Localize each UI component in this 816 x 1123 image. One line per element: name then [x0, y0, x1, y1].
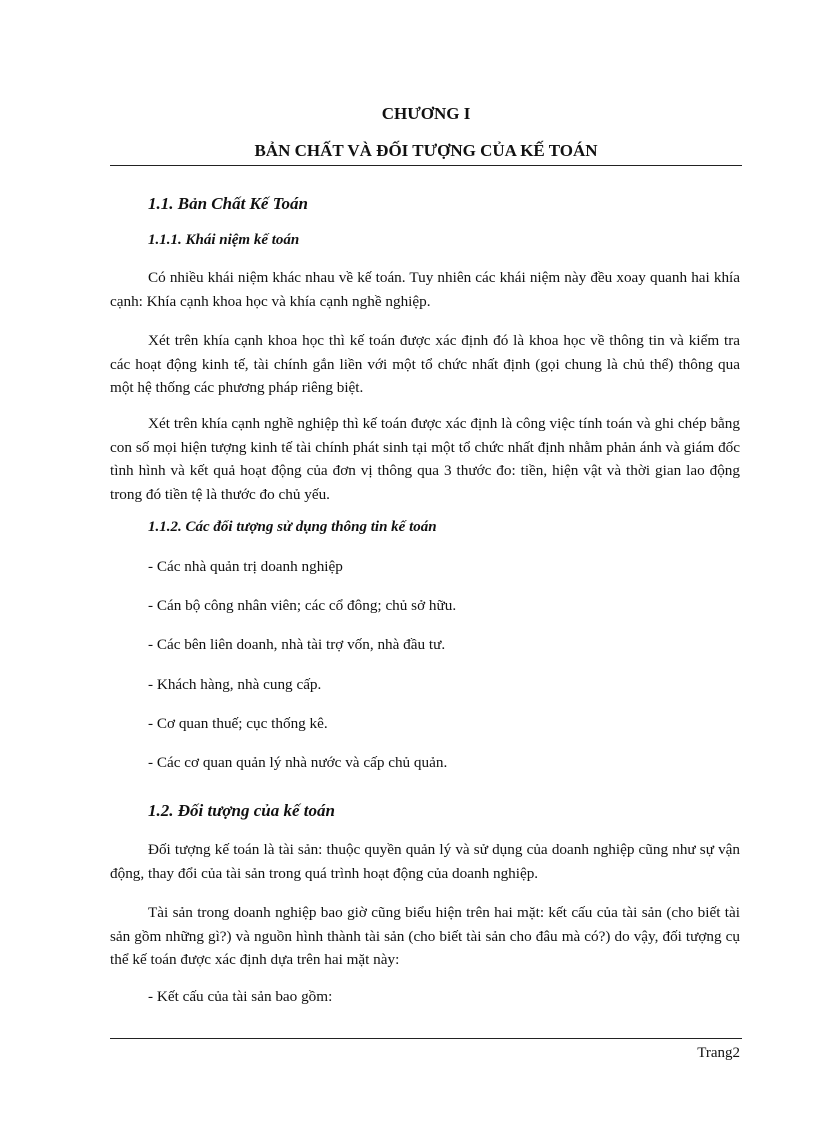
list-item: - Các bên liên doanh, nhà tài trợ vốn, nhà đầu tư. [148, 636, 446, 653]
page-number: Trang2 [697, 1045, 740, 1061]
section-heading-1-2: 1.2. Đối tượng của kế toán [148, 801, 335, 820]
list-item: - Các cơ quan quản lý nhà nước và cấp chủ quản. [148, 754, 448, 771]
subsection-heading-1-1-2: 1.1.2. Các đối tượng sử dụng thông tin kế toán [148, 519, 437, 535]
section-heading-1-1: 1.1. Bản Chất Kế Toán [148, 194, 308, 213]
list-item: - Cơ quan thuế; cục thống kê. [148, 715, 328, 732]
list-item: - Cán bộ công nhân viên; các cổ đông; chủ sở hữu. [148, 597, 457, 614]
chapter-title: BẢN CHẤT VÀ ĐỐI TƯỢNG CỦA KẾ TOÁN [254, 141, 598, 160]
paragraph: Đối tượng kế toán là tài sản: thuộc quyền quản lý và sử dụng của doanh nghiệp cũng như sự vận động, thay đổi của tài sản trong quá trình hoạt động của doanh nghiệp. [110, 841, 740, 882]
paragraph: Tài sản trong doanh nghiệp bao giờ cũng biểu hiện trên hai mặt: kết cấu của tài sản (cho biết tài sản gồm những gì?) và nguồn hình thành tài sản (cho biết tài sản cho đâu mà có?) do vậy, đối tượng cụ thể kế toán được xác định dựa trên hai mặt này: [110, 904, 740, 968]
list-item: - Kết cấu của tài sản bao gồm: [148, 988, 333, 1005]
list-item: - Các nhà quản trị doanh nghiệp [148, 558, 343, 575]
paragraph: Có nhiều khái niệm khác nhau về kế toán. Tuy nhiên các khái niệm này đều xoay quanh hai khía cạnh: Khía cạnh khoa học và khía cạnh nghề nghiệp. [110, 269, 740, 310]
paragraph: Xét trên khía cạnh nghề nghiệp thì kế toán được xác định là công việc tính toán và ghi chép bằng con số mọi hiện tượng kinh tế tài chính phát sinh tại một tổ chức nhất định nhằm phản ánh và giám đốc tình hình và kết quả hoạt động của đơn vị thông qua 3 thước đo: tiền, hiện vật và thời gian lao động trong đó tiền tệ là thước đo chủ yếu. [110, 415, 740, 503]
header-rule [110, 165, 742, 166]
footer-rule [110, 1038, 742, 1039]
list-item: - Khách hàng, nhà cung cấp. [148, 676, 322, 693]
chapter-number: CHƯƠNG I [381, 104, 471, 123]
paragraph: Xét trên khía cạnh khoa học thì kế toán được xác định đó là khoa học về thông tin và kiểm tra các hoạt động kinh tế, tài chính gắn liền với một tổ chức nhất định (gọi chung là chủ thể) thông qua một hệ thống các phương pháp riêng biệt. [110, 332, 740, 396]
subsection-heading-1-1-1: 1.1.1. Khái niệm kế toán [148, 232, 300, 248]
